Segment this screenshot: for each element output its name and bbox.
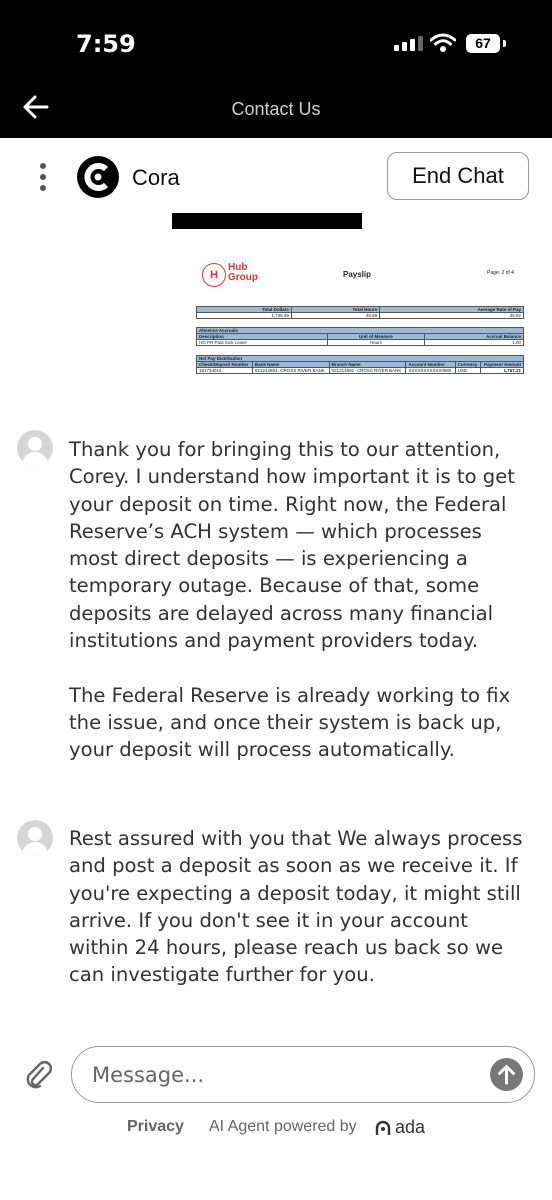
cora-logo-icon [77, 156, 119, 198]
end-chat-button[interactable]: End Chat [387, 152, 529, 200]
agent-message: Thank you for bringing this to our attention, Corey. I understand how important it is to get your deposit on time. Right now, the Federal Reserve’s ACH system — which processes most direct deposits — is experiencing a temporary outage. Because of that, some deposits are delayed across many financial institutions and payment providers today. The Federal Reserve is already working to fix the issue, and once their system is back up, your deposit will process automatically. [69, 438, 515, 762]
status-time: 7:59 [76, 30, 136, 58]
cellular-signal-icon [394, 36, 423, 51]
hub-group-logo-text: Hub Group [228, 262, 258, 283]
ada-logo-icon [375, 1120, 391, 1136]
agent-name: Cora [132, 165, 180, 190]
agent-avatar-icon [17, 430, 53, 466]
message-input[interactable] [90, 1059, 484, 1091]
payslip-title: Payslip [343, 270, 372, 279]
agent-message: Rest assured with you that We always process and post a deposit as soon as we receive it. If you're expecting a deposit today, it might still arrive. If you don't see it in your account within 24 hours, please reach us back so we can investigate further for you. [69, 827, 523, 987]
redaction-bar [172, 213, 362, 229]
powered-by-text: AI Agent powered by [209, 1118, 357, 1135]
send-button[interactable] [490, 1058, 523, 1091]
payslip-page: Page: 2 of 4 [487, 270, 514, 276]
ada-brand: ada [395, 1117, 426, 1137]
hub-group-logo-icon: H [202, 263, 226, 287]
status-bar [0, 0, 552, 80]
battery-level: 67 [475, 35, 491, 51]
privacy-link[interactable]: Privacy [127, 1118, 184, 1135]
footer [0, 1118, 552, 1140]
pay-distribution-table: Net Pay Distribution Check/Deposit Number Bank Name Branch Name Account Number Currency Payment Amount 181734015 021214891- CROSS RIVER BANK 021214891- CROSS RIVER BANK XXXXXXXXXXX0895 USD 1,767.21 [196, 355, 524, 374]
nav-bar [0, 80, 552, 138]
payslip-image[interactable] [194, 255, 526, 398]
battery-tip [503, 40, 506, 47]
message-composer [71, 1046, 535, 1103]
page-title: Contact Us [231, 99, 321, 119]
battery-icon [466, 34, 500, 53]
agent-avatar-icon [17, 820, 53, 856]
more-options-icon[interactable] [40, 163, 46, 196]
accruals-table: Absence Accruals Description Unit of Measure Accrual Balance HG PR Paid Sick Leave Hours 1.00 [196, 327, 524, 346]
chat-header [0, 138, 552, 216]
attach-paperclip-icon[interactable] [22, 1058, 54, 1090]
totals-table: Total Dollars Total Hours Average Rate of Pay 1,745.49 48.59 35.92 [196, 306, 524, 319]
arrow-up-icon [490, 1058, 523, 1091]
wifi-icon [430, 33, 456, 53]
